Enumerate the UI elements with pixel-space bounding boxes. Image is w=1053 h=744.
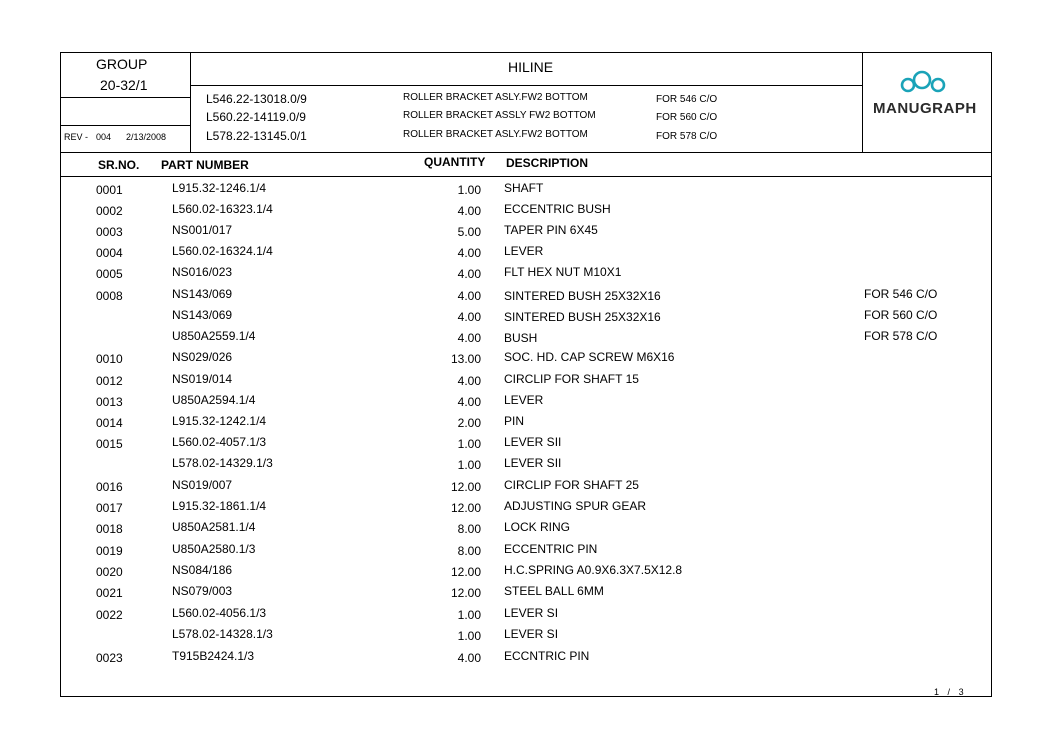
header-vline-left xyxy=(190,52,191,152)
cell-desc: LEVER SI xyxy=(504,606,559,620)
assembly-part: L546.22-13018.0/9 xyxy=(206,92,307,106)
cell-sr: 0004 xyxy=(96,246,123,260)
cell-qty: 1.00 xyxy=(457,608,481,622)
column-header-qty: QUANTITY xyxy=(424,155,486,169)
cell-desc: ECCENTRIC BUSH xyxy=(504,202,611,216)
cell-sr: 0010 xyxy=(96,352,123,366)
cell-part: NS084/186 xyxy=(172,563,233,577)
cell-desc: ADJUSTING SPUR GEAR xyxy=(504,499,647,513)
page-separator: / xyxy=(947,687,951,697)
table-row xyxy=(0,265,1053,286)
table-row xyxy=(0,584,1053,605)
table-row xyxy=(0,393,1053,414)
cell-desc: LEVER SII xyxy=(504,456,562,470)
cell-qty: 12.00 xyxy=(450,565,481,579)
cell-qty: 1.00 xyxy=(457,437,481,451)
header-vline-right xyxy=(862,52,863,152)
cell-part: L915.32-1861.1/4 xyxy=(172,499,267,513)
table-row xyxy=(0,181,1053,202)
cell-part: NS016/023 xyxy=(172,265,233,279)
cell-part: NS019/007 xyxy=(172,478,233,492)
table-row xyxy=(0,456,1053,477)
table-row xyxy=(0,287,1053,308)
logo-wordmark: MANUGRAPH xyxy=(873,100,977,117)
cell-desc: SINTERED BUSH 25X32X16 xyxy=(504,289,661,303)
header-divider-group xyxy=(60,97,190,98)
rev-number: 004 xyxy=(96,132,112,142)
table-row xyxy=(0,499,1053,520)
page-total: 3 xyxy=(958,687,964,697)
cell-qty: 4.00 xyxy=(457,267,481,281)
cell-desc: H.C.SPRING A0.9X6.3X7.5X12.8 xyxy=(504,563,683,577)
cell-sr: 0001 xyxy=(96,183,123,197)
cell-remark: FOR 578 C/O xyxy=(864,329,938,343)
cell-qty: 8.00 xyxy=(457,522,481,536)
assembly-part: L578.22-13145.0/1 xyxy=(206,129,307,143)
table-row xyxy=(0,435,1053,456)
cell-desc: LEVER xyxy=(504,244,544,258)
cell-qty: 12.00 xyxy=(450,501,481,515)
cell-desc: LEVER xyxy=(504,393,544,407)
cell-desc: TAPER PIN 6X45 xyxy=(504,223,598,237)
column-header-part: PART NUMBER xyxy=(161,158,249,172)
cell-qty: 1.00 xyxy=(457,183,481,197)
rev-label: REV - xyxy=(64,132,89,142)
group-label: GROUP xyxy=(96,56,148,72)
cell-qty: 1.00 xyxy=(457,458,481,472)
table-row xyxy=(0,627,1053,648)
group-code: 20-32/1 xyxy=(100,77,148,93)
cell-part: L578.02-14329.1/3 xyxy=(172,456,273,470)
table-row xyxy=(0,202,1053,223)
cell-qty: 4.00 xyxy=(457,246,481,260)
table-row xyxy=(0,244,1053,265)
cell-qty: 2.00 xyxy=(457,416,481,430)
logo-mark-icon xyxy=(870,68,988,98)
page-number xyxy=(934,687,964,697)
cell-desc: ECCNTRIC PIN xyxy=(504,649,590,663)
cell-desc: PIN xyxy=(504,414,525,428)
cell-qty: 5.00 xyxy=(457,225,481,239)
cell-desc: LEVER SI xyxy=(504,627,559,641)
assembly-part: L560.22-14119.0/9 xyxy=(206,110,306,124)
cell-sr: 0017 xyxy=(96,501,123,515)
cell-part: L560.02-4057.1/3 xyxy=(172,435,267,449)
manugraph-logo xyxy=(870,68,988,120)
cell-remark: FOR 546 C/O xyxy=(864,287,938,301)
cell-part: NS143/069 xyxy=(172,308,233,322)
cell-qty: 4.00 xyxy=(457,395,481,409)
assembly-for: FOR 546 C/O xyxy=(656,94,718,105)
header-divider-rev xyxy=(60,125,190,126)
cell-sr: 0012 xyxy=(96,374,123,388)
cell-part: L578.02-14328.1/3 xyxy=(172,627,273,641)
cell-sr: 0018 xyxy=(96,522,123,536)
cell-desc: CIRCLIP FOR SHAFT 15 xyxy=(504,372,639,386)
cell-sr: 0015 xyxy=(96,437,123,451)
table-row xyxy=(0,649,1053,670)
cell-desc: SOC. HD. CAP SCREW M6X16 xyxy=(504,350,675,364)
table-row xyxy=(0,223,1053,244)
cell-part: L915.32-1246.1/4 xyxy=(172,181,267,195)
cell-desc: LOCK RING xyxy=(504,520,571,534)
cell-part: L560.02-16324.1/4 xyxy=(172,244,273,258)
cell-part: NS001/017 xyxy=(172,223,233,237)
table-row xyxy=(0,563,1053,584)
assembly-for: FOR 578 C/O xyxy=(656,131,718,142)
cell-part: L560.02-4056.1/3 xyxy=(172,606,267,620)
table-row xyxy=(0,520,1053,541)
cell-qty: 4.00 xyxy=(457,310,481,324)
table-row xyxy=(0,478,1053,499)
cell-sr: 0014 xyxy=(96,416,123,430)
cell-qty: 12.00 xyxy=(450,586,481,600)
cell-part: L560.02-16323.1/4 xyxy=(172,202,273,216)
table-row xyxy=(0,606,1053,627)
assembly-desc: ROLLER BRACKET ASLY.FW2 BOTTOM xyxy=(403,129,588,140)
cell-qty: 4.00 xyxy=(457,289,481,303)
cell-desc: SINTERED BUSH 25X32X16 xyxy=(504,310,661,324)
table-row xyxy=(0,329,1053,350)
cell-part: NS019/014 xyxy=(172,372,233,386)
assembly-for: FOR 560 C/O xyxy=(656,112,718,123)
cell-sr: 0022 xyxy=(96,608,123,622)
cell-part: L915.32-1242.1/4 xyxy=(172,414,267,428)
cell-sr: 0020 xyxy=(96,565,123,579)
cell-part: U850A2559.1/4 xyxy=(172,329,256,343)
column-header-sr: SR.NO. xyxy=(98,158,140,172)
table-row xyxy=(0,308,1053,329)
cell-sr: 0008 xyxy=(96,289,123,303)
cell-qty: 8.00 xyxy=(457,544,481,558)
cell-part: NS143/069 xyxy=(172,287,233,301)
table-row xyxy=(0,414,1053,435)
assembly-desc: ROLLER BRACKET ASSLY FW2 BOTTOM xyxy=(403,110,596,121)
cell-sr: 0003 xyxy=(96,225,123,239)
cell-part: NS029/026 xyxy=(172,350,233,364)
table-row xyxy=(0,372,1053,393)
cell-sr: 0016 xyxy=(96,480,123,494)
cell-desc: BUSH xyxy=(504,331,538,345)
cell-part: T915B2424.1/3 xyxy=(172,649,255,663)
cell-qty: 13.00 xyxy=(450,352,481,366)
column-header-desc: DESCRIPTION xyxy=(506,156,589,170)
page-current: 1 xyxy=(934,687,940,697)
assembly-desc: ROLLER BRACKET ASLY.FW2 BOTTOM xyxy=(403,92,588,103)
cell-desc: STEEL BALL 6MM xyxy=(504,584,604,598)
cell-desc: FLT HEX NUT M10X1 xyxy=(504,265,622,279)
cell-part: U850A2580.1/3 xyxy=(172,542,256,556)
table-row xyxy=(0,350,1053,371)
cell-remark: FOR 560 C/O xyxy=(864,308,938,322)
cell-sr: 0023 xyxy=(96,651,123,665)
cell-sr: 0019 xyxy=(96,544,123,558)
cell-desc: ECCENTRIC PIN xyxy=(504,542,598,556)
page-title: HILINE xyxy=(508,59,554,75)
column-header-divider xyxy=(60,176,992,177)
cell-qty: 4.00 xyxy=(457,374,481,388)
cell-part: NS079/003 xyxy=(172,584,233,598)
cell-sr: 0002 xyxy=(96,204,123,218)
cell-part: U850A2581.1/4 xyxy=(172,520,256,534)
cell-qty: 4.00 xyxy=(457,204,481,218)
header-divider-title xyxy=(190,85,862,86)
header-divider-bottom xyxy=(60,152,992,153)
cell-sr: 0005 xyxy=(96,267,123,281)
cell-sr: 0013 xyxy=(96,395,123,409)
cell-qty: 1.00 xyxy=(457,629,481,643)
cell-qty: 4.00 xyxy=(457,651,481,665)
cell-desc: LEVER SII xyxy=(504,435,562,449)
cell-part: U850A2594.1/4 xyxy=(172,393,256,407)
cell-qty: 12.00 xyxy=(450,480,481,494)
cell-desc: SHAFT xyxy=(504,181,544,195)
cell-sr: 0021 xyxy=(96,586,123,600)
table-row xyxy=(0,542,1053,563)
rev-date: 2/13/2008 xyxy=(126,132,167,142)
cell-desc: CIRCLIP FOR SHAFT 25 xyxy=(504,478,639,492)
cell-qty: 4.00 xyxy=(457,331,481,345)
